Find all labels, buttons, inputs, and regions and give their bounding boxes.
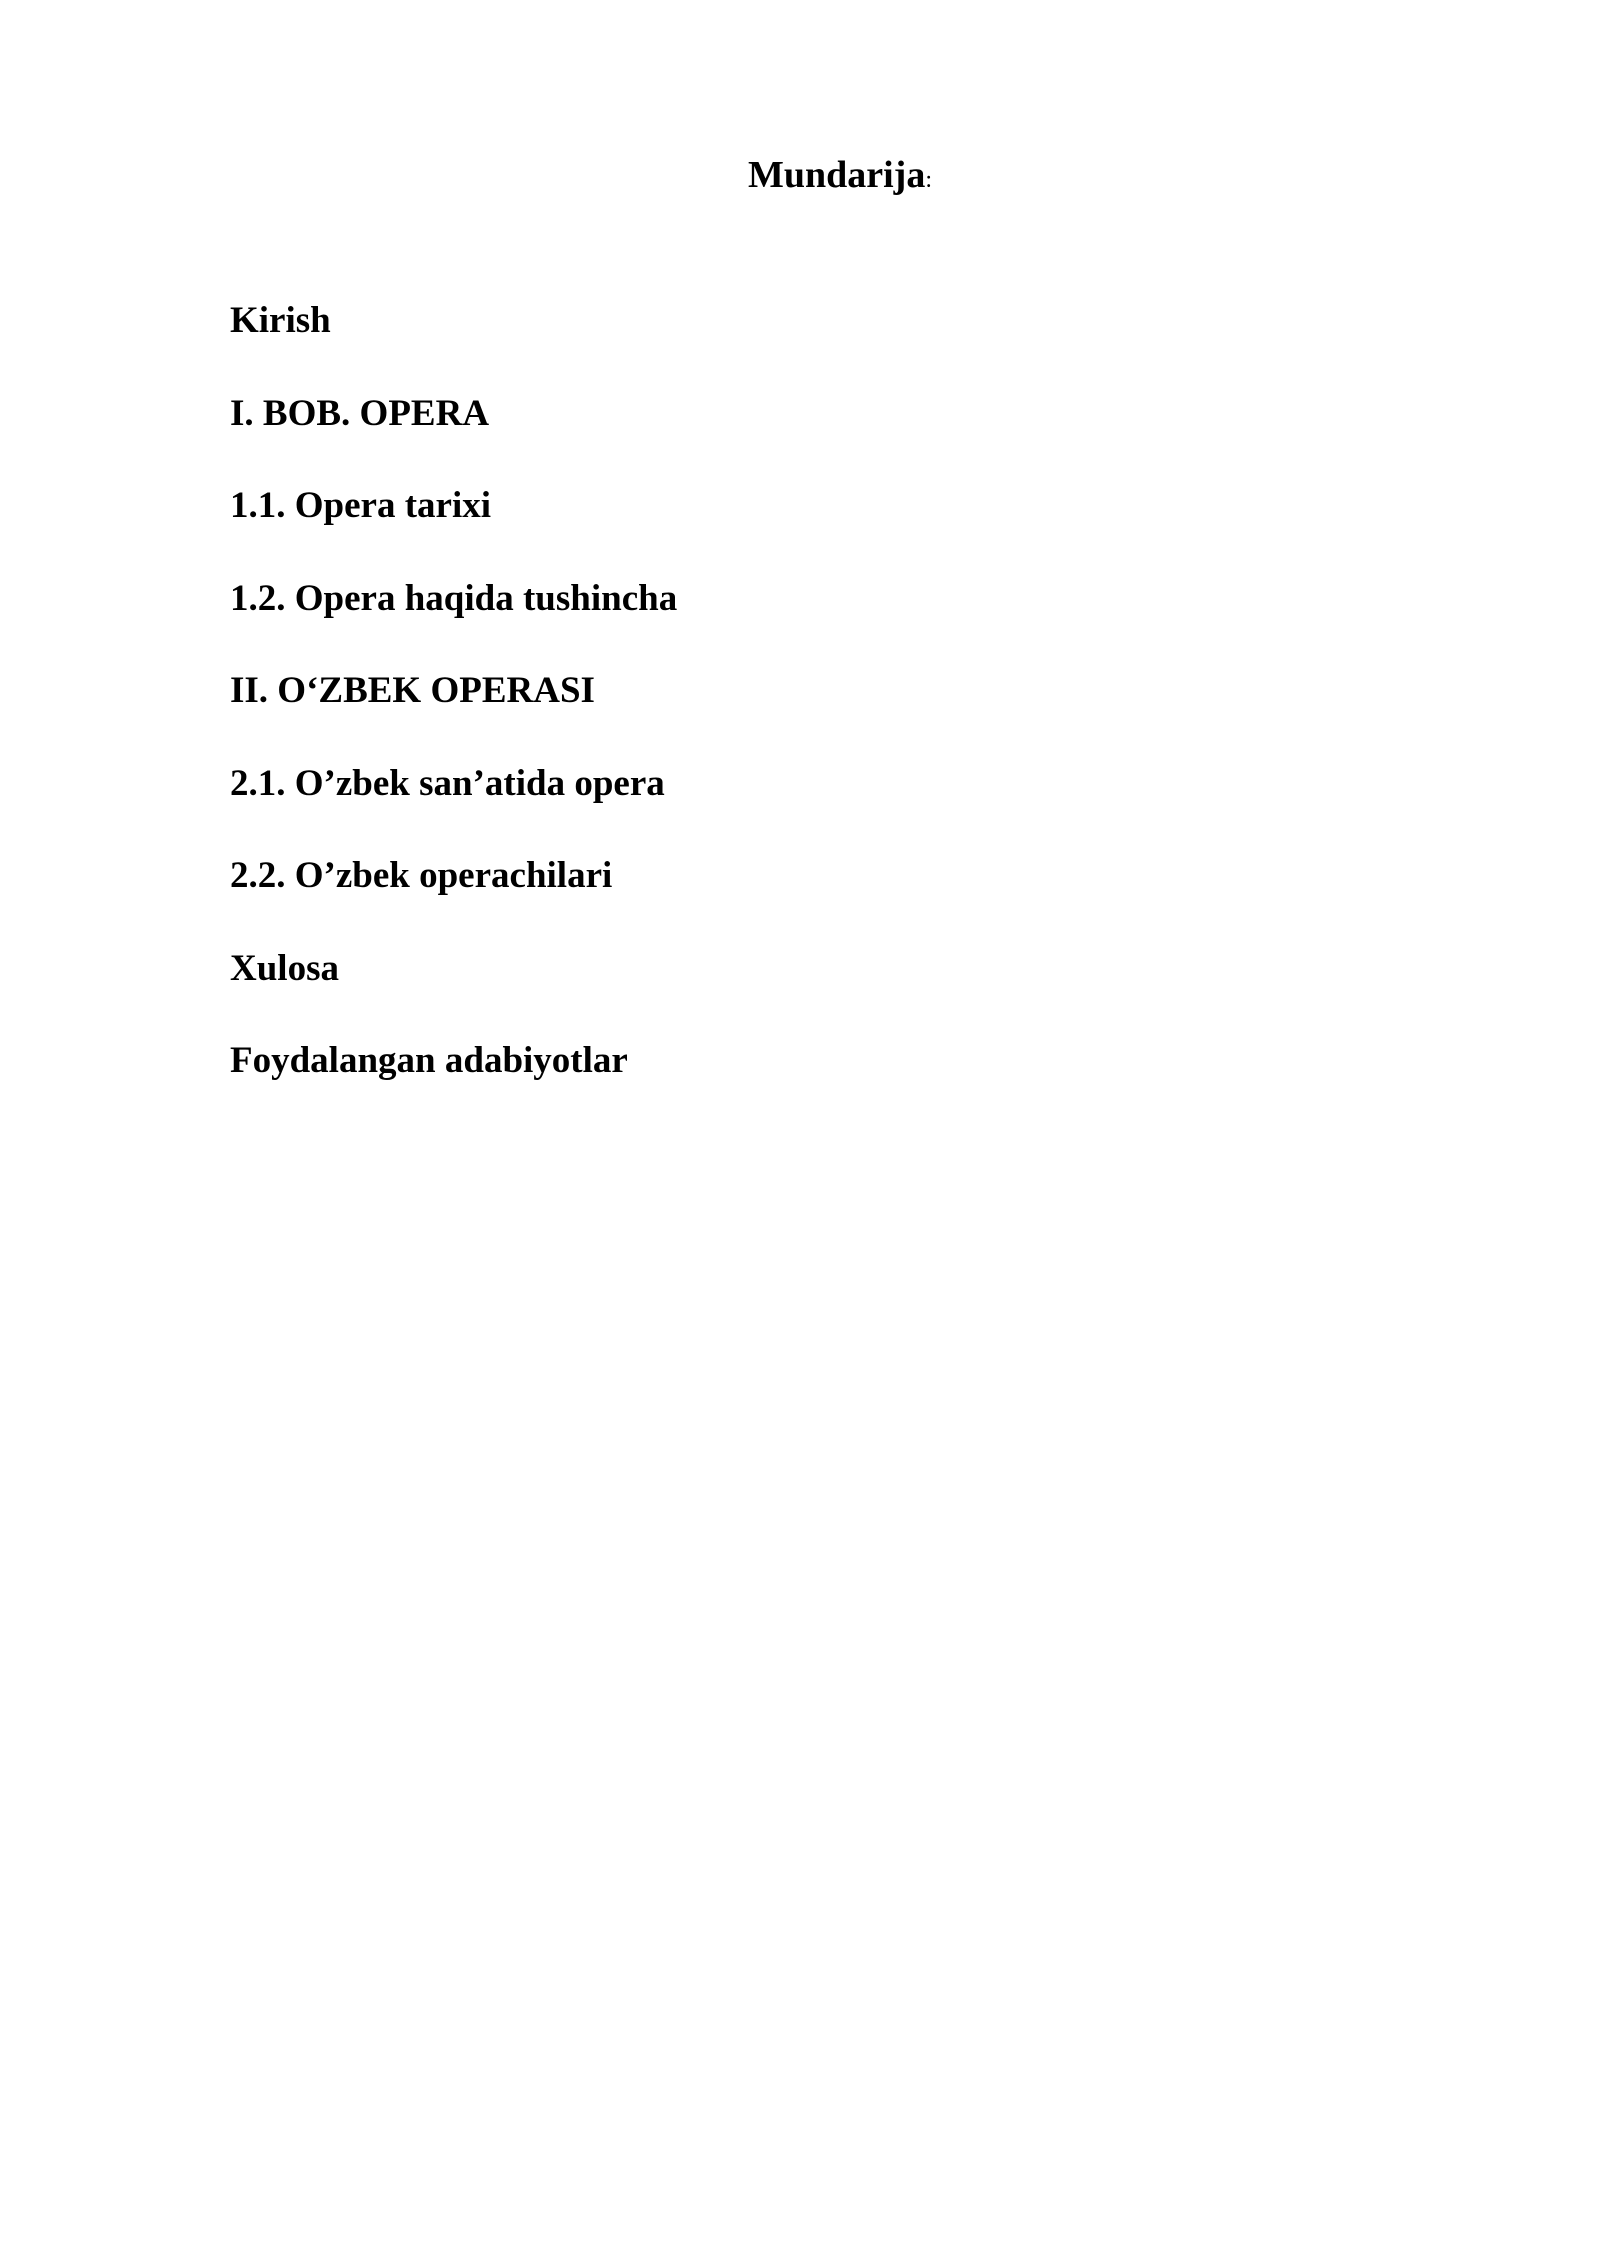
toc-entry-chapter-2: II. O‘ZBEK OPERASI bbox=[230, 670, 595, 711]
toc-entry-chapter-1: I. BOB. OPERA bbox=[230, 392, 490, 434]
toc-entry-section-2-1: 2.1. O’zbek san’atida opera bbox=[230, 762, 665, 804]
toc-entry-bibliography: Foydalangan adabiyotlar bbox=[230, 1040, 628, 1081]
table-of-contents bbox=[230, 296, 677, 1129]
toc-entry-section-1-1: 1.1. Opera tarixi bbox=[230, 485, 492, 526]
title-text: Mundarija bbox=[747, 154, 926, 196]
toc-entry-section-1-2: 1.2. Opera haqida tushincha bbox=[230, 577, 678, 619]
title-colon: : bbox=[925, 167, 933, 193]
toc-entry-section-2-2: 2.2. O’zbek operachilari bbox=[230, 855, 613, 896]
page-title bbox=[0, 150, 1600, 205]
toc-entry-xulosa: Xulosa bbox=[230, 947, 339, 989]
toc-entry-kirish: Kirish bbox=[230, 300, 331, 341]
